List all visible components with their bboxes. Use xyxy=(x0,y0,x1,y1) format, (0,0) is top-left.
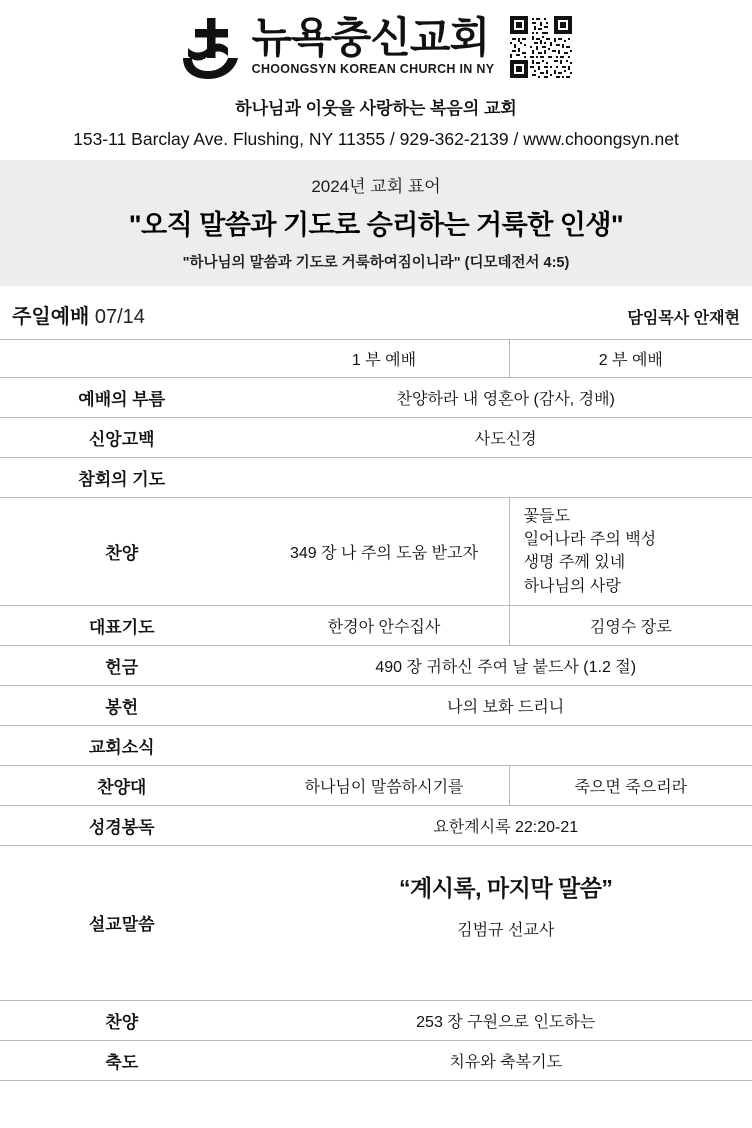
row-label: 대표기도 xyxy=(0,605,259,645)
church-address-line: 153-11 Barclay Ave. Flushing, NY 11355 / 929-362-2139 / www.choongsyn.net xyxy=(73,129,679,149)
row-label: 교회소식 xyxy=(0,725,259,765)
row-value: 사도신경 xyxy=(259,418,752,458)
row-label: 찬양대 xyxy=(0,765,259,805)
hymn-item: 꽃들도 xyxy=(523,508,570,525)
row-value: 치유와 축복기도 xyxy=(259,1040,752,1080)
logo-text xyxy=(252,16,495,76)
senior-pastor-label: 담임목사 안재현 xyxy=(627,310,740,327)
church-name-kr: 뉴욕충신교회 xyxy=(251,14,490,61)
church-slogan: 하나님과 이웃을 사랑하는 복음의 교회 xyxy=(235,99,517,118)
row-label: 참회의 기도 xyxy=(0,458,259,498)
service-header-row xyxy=(0,286,752,339)
logo-row xyxy=(12,14,740,80)
row-label: 헌금 xyxy=(0,645,259,685)
service-title-group xyxy=(12,300,145,329)
sermon-title: “계시록, 마지막 말씀” xyxy=(399,874,613,901)
motto-verse-text: "하나님의 말씀과 기도로 거룩하여짐이니라" (디모데전서 4:5) xyxy=(182,255,570,271)
row-value: 요한계시록 22:20-21 xyxy=(259,805,752,845)
church-name-en: CHOONGSYN KOREAN CHURCH IN NY xyxy=(251,61,495,76)
row-label: 찬양 xyxy=(0,1000,259,1040)
row-label: 찬양 xyxy=(0,498,259,606)
table-row xyxy=(0,458,752,498)
row-value: 찬양하라 내 영혼아 (감사, 경배) xyxy=(259,378,752,418)
annual-motto-band xyxy=(0,160,752,286)
sermon-preacher: 김범규 선교사 xyxy=(457,921,555,939)
row-value: 253 장 구원으로 인도하는 xyxy=(259,1000,752,1040)
hymn-item: 일어나라 주의 백성 xyxy=(523,531,657,549)
column-header-second-service: 2 부 예배 xyxy=(509,340,752,378)
row-value xyxy=(259,725,752,765)
row-value: 490 장 귀하신 주여 날 붙드사 (1.2 절) xyxy=(259,645,752,685)
qr-code-icon xyxy=(510,16,572,78)
row-value: 나의 보화 드리니 xyxy=(259,685,752,725)
row-value-first-service: 하나님이 말씀하시기를 xyxy=(259,765,509,805)
table-row xyxy=(0,805,752,845)
motto-year-label: 2024년 교회 표어 xyxy=(311,177,441,196)
page-header xyxy=(0,0,752,150)
row-value-second-service: 죽으면 죽으리라 xyxy=(509,765,752,805)
row-label: 봉헌 xyxy=(0,685,259,725)
table-row xyxy=(0,685,752,725)
table-row xyxy=(0,725,752,765)
sermon-block xyxy=(259,845,752,1000)
table-row xyxy=(0,1040,752,1080)
sermon-spacer xyxy=(265,940,746,974)
table-row xyxy=(0,378,752,418)
table-header-row xyxy=(0,340,752,378)
row-label: 성경봉독 xyxy=(0,805,259,845)
row-value-second-service xyxy=(509,498,752,606)
hymn-item: 하나님의 사랑 xyxy=(523,577,621,595)
row-value-first-service: 한경아 안수집사 xyxy=(259,605,509,645)
row-label: 신앙고백 xyxy=(0,418,259,458)
table-row xyxy=(0,605,752,645)
sermon-row xyxy=(0,845,752,1000)
table-row xyxy=(0,498,752,606)
table-row xyxy=(0,1000,752,1040)
table-row xyxy=(0,645,752,685)
column-header-first-service: 1 부 예배 xyxy=(259,340,509,378)
church-cross-wave-logo-icon xyxy=(180,18,242,80)
row-label: 축도 xyxy=(0,1040,259,1080)
table-row xyxy=(0,418,752,458)
row-value-second-service: 김영수 장로 xyxy=(509,605,752,645)
table-row xyxy=(0,765,752,805)
row-label: 예배의 부름 xyxy=(0,378,259,418)
column-header-label xyxy=(0,340,259,378)
motto-main-text: "오직 말씀과 기도로 승리하는 거룩한 인생" xyxy=(128,210,624,240)
row-value-first-service: 349 장 나 주의 도움 받고자 xyxy=(259,498,509,606)
sermon-label: 설교말씀 xyxy=(0,845,259,1000)
service-title: 주일예배 xyxy=(12,306,90,328)
row-value xyxy=(259,458,752,498)
service-date: 07/14 xyxy=(94,306,145,328)
hymn-item: 생명 주께 있네 xyxy=(523,554,626,572)
order-of-worship-table xyxy=(0,339,752,1081)
